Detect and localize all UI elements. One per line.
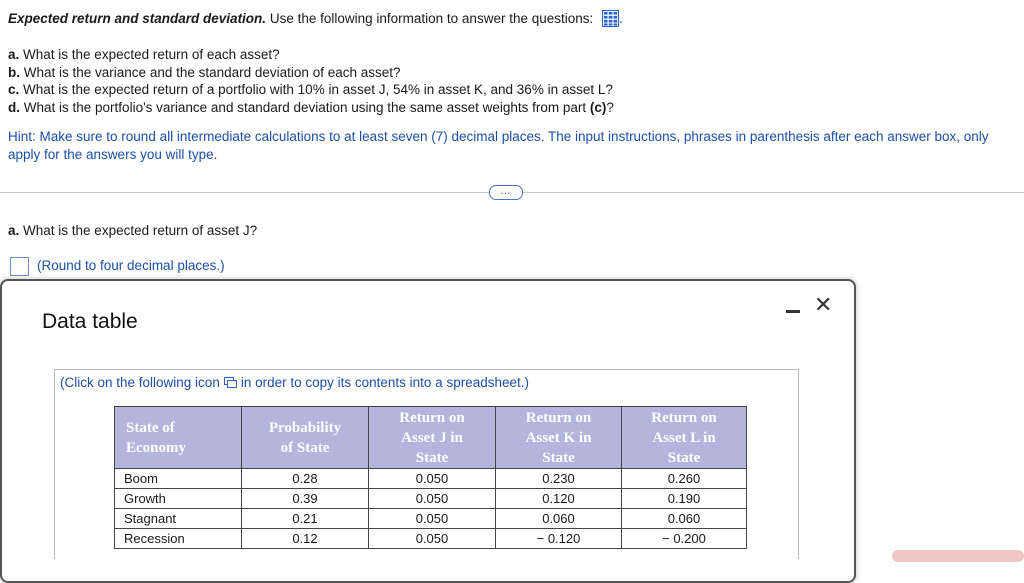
answer-input[interactable] [10, 257, 29, 276]
data-table [114, 406, 747, 549]
more-button[interactable]: … [489, 185, 523, 200]
close-icon[interactable]: ✕ [814, 292, 833, 317]
next-button-partial[interactable] [892, 550, 1024, 562]
copy-instruction: (Click on the following icon in order to copy its contents into a spreadsheet.) [60, 375, 529, 390]
title-end: . [619, 11, 623, 26]
header-asset-k: Return on Asset K in State [496, 407, 622, 469]
dialog-title: Data table [42, 310, 138, 333]
sub-question: a. What is the expected return of asset J? [8, 223, 258, 238]
header-asset-j: Return on Asset J in State [369, 407, 496, 469]
table-row: Growth 0.39 0.050 0.120 0.190 [115, 489, 747, 509]
minimize-button[interactable] [786, 310, 800, 313]
question-list [8, 46, 614, 116]
question-a: a. What is the expected return of each asset? [8, 47, 280, 62]
header-state: State of Economy [115, 407, 242, 469]
question-d: d. What is the portfolio's variance and standard deviation using the same asset weights from part (c)? [8, 99, 614, 115]
question-b: b. What is the variance and the standard deviation of each asset? [8, 64, 401, 80]
answer-instruction: (Round to four decimal places.) [37, 258, 225, 273]
table-row: Stagnant 0.21 0.050 0.060 0.060 [115, 509, 747, 529]
title-bold: Expected return and standard deviation. [8, 11, 267, 26]
title-text: Use the following information to answer the questions: [269, 11, 594, 26]
header-probability: Probability of State [242, 407, 369, 469]
data-table-icon[interactable] [602, 10, 619, 27]
hint-text: Hint: Make sure to round all intermediate calculations to at least seven (7) decimal places. The input instructions, phrases in parenthesis after each answer box, only apply for the answers you will type. [8, 129, 989, 162]
copy-icon[interactable] [224, 376, 237, 387]
question-c: c. What is the expected return of a portfolio with 10% in asset J, 54% in asset K, and 36% in asset L? [8, 82, 613, 97]
table-row: Recession 0.12 0.050 − 0.120 − 0.200 [115, 529, 747, 549]
question-title [8, 10, 623, 27]
table-row: Boom 0.28 0.050 0.230 0.260 [115, 469, 747, 489]
header-asset-l: Return on Asset L in State [622, 407, 747, 469]
